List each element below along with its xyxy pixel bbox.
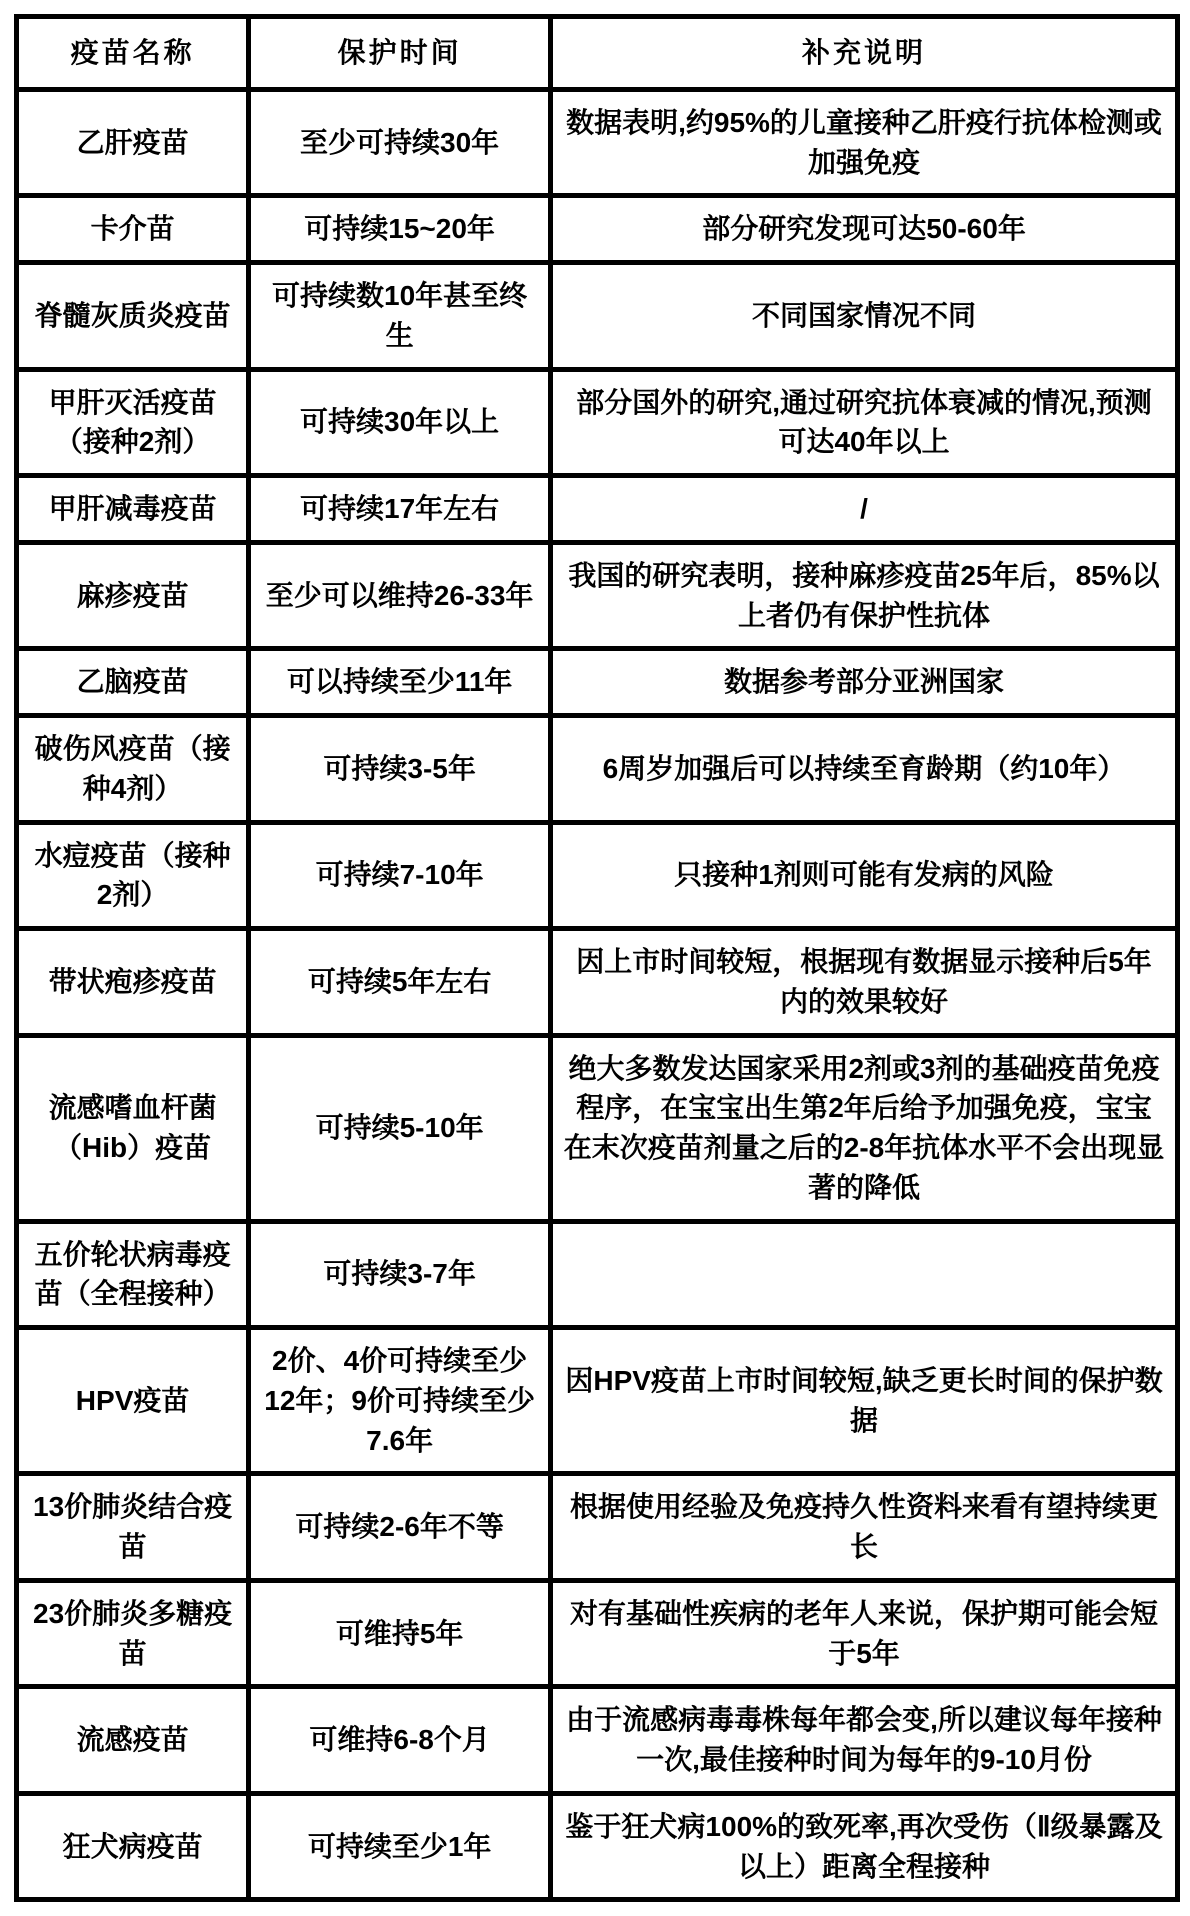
table-row [17, 1221, 1178, 1328]
cell-note: 我国的研究表明，接种麻疹疫苗25年后，85%以上者仍有保护性抗体 [551, 542, 1178, 649]
cell-name: 破伤风疫苗（接种4剂） [17, 716, 249, 823]
vaccine-duration-table [14, 14, 1180, 1902]
table-row [17, 196, 1178, 263]
cell-name: 13价肺炎结合疫苗 [17, 1474, 249, 1581]
cell-duration: 可持续2-6年不等 [249, 1474, 551, 1581]
cell-note: 对有基础性疾病的老年人来说，保护期可能会短于5年 [551, 1580, 1178, 1687]
cell-note: 数据表明,约95%的儿童接种乙肝疫行抗体检测或加强免疫 [551, 89, 1178, 196]
cell-note: 部分研究发现可达50-60年 [551, 196, 1178, 263]
cell-note: 鉴于狂犬病100%的致死率,再次受伤（Ⅱ级暴露及以上）距离全程接种 [551, 1793, 1178, 1900]
table-row [17, 1687, 1178, 1794]
table-row [17, 89, 1178, 196]
cell-name: 狂犬病疫苗 [17, 1793, 249, 1900]
cell-duration: 可持续3-5年 [249, 716, 551, 823]
cell-duration: 至少可持续30年 [249, 89, 551, 196]
cell-note: 只接种1剂则可能有发病的风险 [551, 822, 1178, 929]
cell-duration: 可持续至少1年 [249, 1793, 551, 1900]
cell-name: 23价肺炎多糖疫苗 [17, 1580, 249, 1687]
cell-name: 流感嗜血杆菌（Hib）疫苗 [17, 1035, 249, 1221]
cell-name: 带状疱疹疫苗 [17, 929, 249, 1036]
table-row [17, 476, 1178, 543]
cell-note: 6周岁加强后可以持续至育龄期（约10年） [551, 716, 1178, 823]
cell-duration: 可持续17年左右 [249, 476, 551, 543]
cell-note: 由于流感病毒毒株每年都会变,所以建议每年接种一次,最佳接种时间为每年的9-10月份 [551, 1687, 1178, 1794]
cell-note [551, 1221, 1178, 1328]
cell-name: 甲肝减毒疫苗 [17, 476, 249, 543]
cell-duration: 可以持续至少11年 [249, 649, 551, 716]
cell-name: 脊髓灰质炎疫苗 [17, 263, 249, 370]
table-row [17, 929, 1178, 1036]
cell-duration: 可持续15~20年 [249, 196, 551, 263]
column-header-vaccine-name: 疫苗名称 [17, 17, 249, 90]
table-row [17, 1328, 1178, 1474]
cell-note: 因上市时间较短，根据现有数据显示接种后5年内的效果较好 [551, 929, 1178, 1036]
cell-duration: 2价、4价可持续至少12年；9价可持续至少7.6年 [249, 1328, 551, 1474]
cell-name: 乙肝疫苗 [17, 89, 249, 196]
cell-duration: 至少可以维持26-33年 [249, 542, 551, 649]
cell-note: 不同国家情况不同 [551, 263, 1178, 370]
cell-name: 麻疹疫苗 [17, 542, 249, 649]
cell-duration: 可持续数10年甚至终生 [249, 263, 551, 370]
cell-duration: 可持续3-7年 [249, 1221, 551, 1328]
cell-duration: 可持续7-10年 [249, 822, 551, 929]
cell-name: 流感疫苗 [17, 1687, 249, 1794]
cell-name: 卡介苗 [17, 196, 249, 263]
cell-name: 甲肝灭活疫苗（接种2剂） [17, 369, 249, 476]
table-row [17, 1474, 1178, 1581]
cell-duration: 可维持5年 [249, 1580, 551, 1687]
table-row [17, 1035, 1178, 1221]
column-header-supplementary-note: 补充说明 [551, 17, 1178, 90]
table-row [17, 822, 1178, 929]
cell-name: HPV疫苗 [17, 1328, 249, 1474]
table-header [17, 17, 1178, 90]
table-row [17, 369, 1178, 476]
cell-note: / [551, 476, 1178, 543]
table-body [17, 89, 1178, 1900]
table-row [17, 716, 1178, 823]
cell-duration: 可维持6-8个月 [249, 1687, 551, 1794]
cell-note: 根据使用经验及免疫持久性资料来看有望持续更长 [551, 1474, 1178, 1581]
cell-note: 绝大多数发达国家采用2剂或3剂的基础疫苗免疫程序，在宝宝出生第2年后给予加强免疫，宝宝在末次疫苗剂量之后的2-8年抗体水平不会出现显著的降低 [551, 1035, 1178, 1221]
header-row [17, 17, 1178, 90]
cell-note: 数据参考部分亚洲国家 [551, 649, 1178, 716]
cell-name: 水痘疫苗（接种2剂） [17, 822, 249, 929]
column-header-protection-duration: 保护时间 [249, 17, 551, 90]
table-row [17, 649, 1178, 716]
cell-duration: 可持续30年以上 [249, 369, 551, 476]
cell-note: 因HPV疫苗上市时间较短,缺乏更长时间的保护数据 [551, 1328, 1178, 1474]
cell-name: 乙脑疫苗 [17, 649, 249, 716]
table-row [17, 1580, 1178, 1687]
table-row [17, 263, 1178, 370]
table-row [17, 1793, 1178, 1900]
cell-duration: 可持续5-10年 [249, 1035, 551, 1221]
table-row [17, 542, 1178, 649]
cell-duration: 可持续5年左右 [249, 929, 551, 1036]
cell-note: 部分国外的研究,通过研究抗体衰减的情况,预测可达40年以上 [551, 369, 1178, 476]
cell-name: 五价轮状病毒疫苗（全程接种） [17, 1221, 249, 1328]
